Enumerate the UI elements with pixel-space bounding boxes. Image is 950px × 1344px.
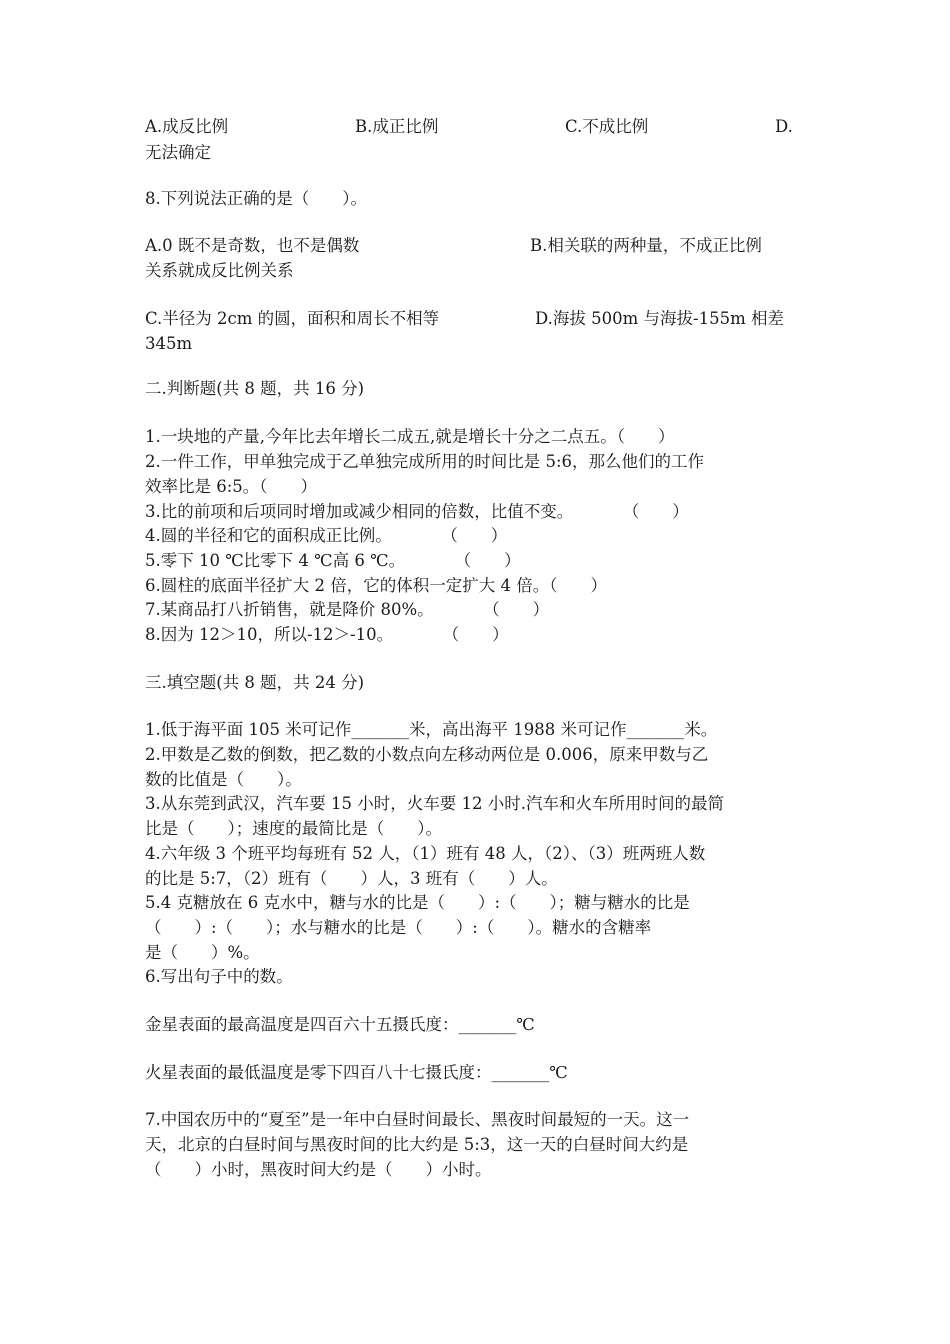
fill-item-cont: 的比是 5:7，（2）班有（ ）人，3 班有（ ）人。 — [145, 869, 558, 888]
fill-item-cont: （ ）小时，黑夜时间大约是（ ）小时。 — [145, 1160, 492, 1179]
question-8-option-a: A.0 既不是奇数，也不是偶数 — [145, 236, 360, 255]
question-8-option-c: C.半径为 2cm 的圆，面积和周长不相等 — [145, 309, 440, 328]
fill-item-cont: 天，北京的白昼时间与黑夜时间的比大约是 5:3，这一天的白昼时间大约是 — [145, 1135, 689, 1154]
mars-temperature-line: 火星表面的最低温度是零下四百八十七摄氏度：_______℃ — [145, 1063, 568, 1082]
judge-item: 1.一块地的产量,今年比去年增长二成五,就是增长十分之二点五。（ ） — [145, 427, 675, 446]
option-b: B.成正比例 — [355, 117, 439, 136]
question-8-option-b: B.相关联的两种量，不成正比例 — [530, 236, 762, 255]
judge-item: 4.圆的半径和它的面积成正比例。 （ ） — [145, 526, 508, 545]
option-d-prefix: D. — [775, 117, 793, 136]
question-8-option-d: D.海拔 500m 与海拔-155m 相差 — [535, 309, 784, 328]
question-8-stem: 8.下列说法正确的是（ ）。 — [145, 189, 367, 208]
fill-item: 5.4 克糖放在 6 克水中，糖与水的比是（ ）:（ ）；糖与糖水的比是 — [145, 893, 690, 912]
judge-item: 7.某商品打八折销售，就是降价 80%。 （ ） — [145, 600, 550, 619]
judge-item: 3.比的前项和后项同时增加或减少相同的倍数，比值不变。 （ ） — [145, 502, 689, 521]
fill-item-cont: 比是（ ）；速度的最简比是（ ）。 — [145, 819, 442, 838]
fill-item: 6.写出句子中的数。 — [145, 967, 293, 986]
fill-item-cont: 数的比值是（ ）。 — [145, 770, 302, 789]
judge-item: 2.一件工作，甲单独完成于乙单独完成所用的时间比是 5:6，那么他们的工作 — [145, 452, 705, 471]
question-8-option-b-cont: 关系就成反比例关系 — [145, 261, 294, 280]
option-d-text: 无法确定 — [145, 143, 211, 162]
fill-item: 2.甲数是乙数的倒数，把乙数的小数点向左移动两位是 0.006，原来甲数与乙 — [145, 745, 709, 764]
judge-item: 6.圆柱的底面半径扩大 2 倍，它的体积一定扩大 4 倍。（ ） — [145, 576, 607, 595]
option-a: A.成反比例 — [145, 117, 229, 136]
fill-item: 4.六年级 3 个班平均每班有 52 人，（1）班有 48 人，（2）、（3）班两班人数 — [145, 844, 706, 863]
venus-temperature-line: 金星表面的最高温度是四百六十五摄氏度：_______℃ — [145, 1015, 535, 1034]
judge-item-cont: 效率比是 6:5。（ ） — [145, 477, 318, 496]
question-8-option-d-cont: 345m — [145, 334, 193, 353]
option-c: C.不成比例 — [565, 117, 649, 136]
fill-item: 3.从东莞到武汉，汽车要 15 小时，火车要 12 小时.汽车和火车所用时间的最简 — [145, 794, 724, 813]
section-3-title: 三.填空题(共 8 题，共 24 分) — [145, 673, 365, 692]
fill-item-cont: 是（ ）%。 — [145, 943, 260, 962]
judge-item: 5.零下 10 ℃比零下 4 ℃高 6 ℃。 （ ） — [145, 551, 521, 570]
fill-item: 7.中国农历中的“夏至”是一年中白昼时间最长、黑夜时间最短的一天。这一 — [145, 1110, 690, 1129]
section-2-title: 二.判断题(共 8 题，共 16 分) — [145, 379, 365, 398]
fill-item: 1.低于海平面 105 米可记作_______米，高出海平 1988 米可记作_______米。 — [145, 720, 718, 739]
fill-item-cont: （ ）:（ ）；水与糖水的比是（ ）:（ ）。糖水的含糖率 — [145, 918, 652, 937]
judge-item: 8.因为 12＞10，所以-12＞-10。 （ ） — [145, 625, 509, 644]
